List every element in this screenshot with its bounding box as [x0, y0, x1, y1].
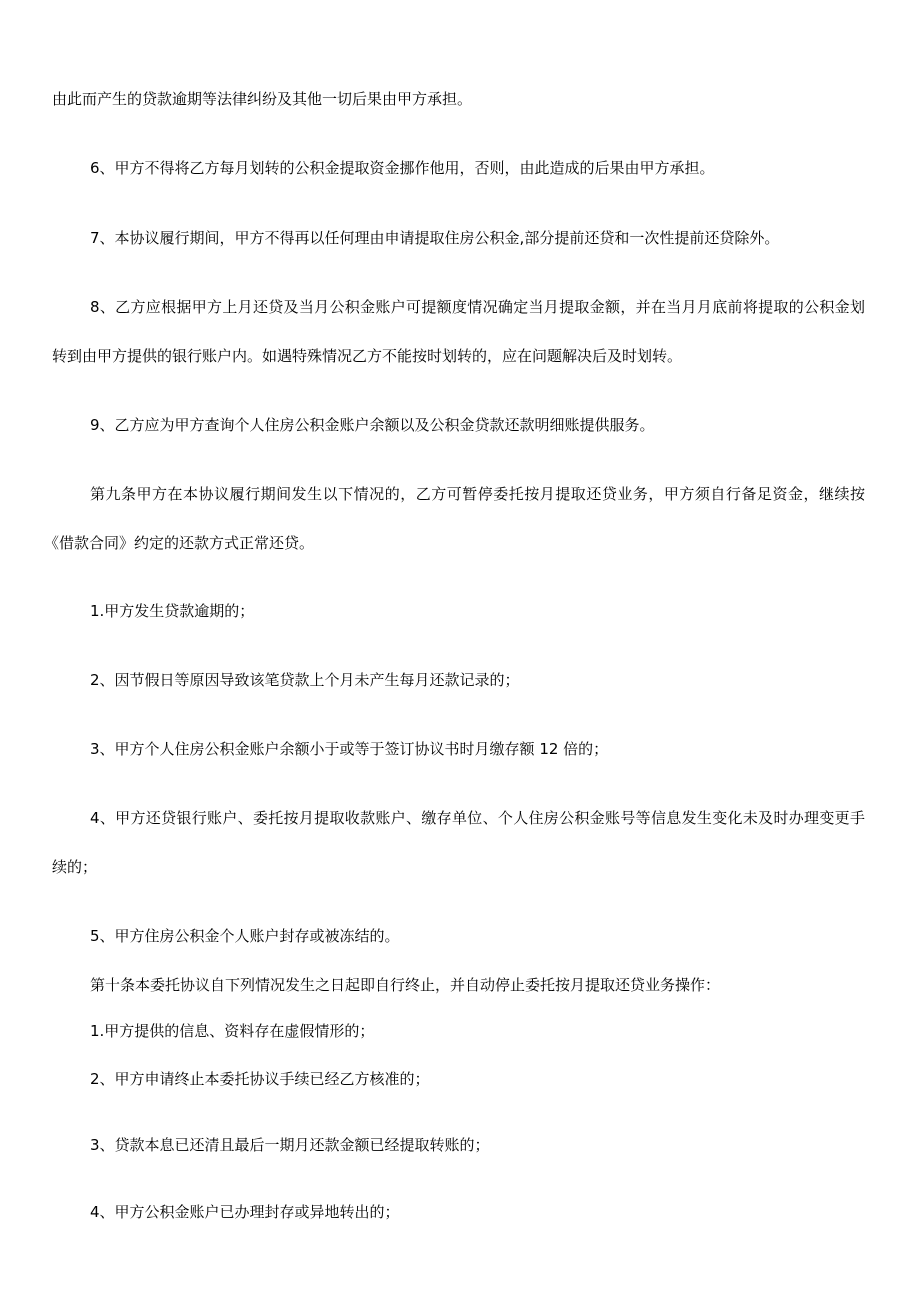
article-9-item-2: 2、因节假日等原因导致该笔贷款上个月未产生每月还款记录的； [90, 671, 520, 689]
article-9-item-4-line-2: 续的； [52, 858, 98, 876]
text-line-1: 由此而产生的贷款逾期等法律纠纷及其他一切后果由甲方承担。 [52, 90, 473, 108]
article-9-line-2: 《借款合同》约定的还款方式正常还贷。 [44, 534, 315, 552]
clause-8-line-1: 8、乙方应根据甲方上月还贷及当月公积金账户可提额度情况确定当月提取金额，并在当月月底前将提取的公积金划 [90, 298, 865, 316]
clause-9: 9、乙方应为甲方查询个人住房公积金账户余额以及公积金贷款还款明细账提供服务。 [90, 416, 655, 434]
clause-7: 7、本协议履行期间，甲方不得再以任何理由申请提取住房公积金,部分提前还贷和一次性提前还贷除外。 [90, 229, 780, 247]
clause-8-line-2: 转到由甲方提供的银行账户内。如遇特殊情况乙方不能按时划转的，应在问题解决后及时划转。 [52, 347, 683, 365]
article-10-heading: 第十条本委托协议自下列情况发生之日起即自行终止，并自动停止委托按月提取还贷业务操作： [90, 976, 721, 994]
article-9-item-4-line-1: 4、甲方还贷银行账户、委托按月提取收款账户、缴存单位、个人住房公积金账号等信息发生变化未及时办理变更手 [90, 809, 865, 827]
article-10-item-4: 4、甲方公积金账户已办理封存或异地转出的； [90, 1203, 400, 1221]
article-9-item-3: 3、甲方个人住房公积金账户余额小于或等于签订协议书时月缴存额 12 倍的； [90, 740, 609, 758]
article-10-item-2: 2、甲方申请终止本委托协议手续已经乙方核准的； [90, 1070, 430, 1088]
article-10-item-1: 1.甲方提供的信息、资料存在虚假情形的； [90, 1022, 375, 1040]
article-10-item-3: 3、贷款本息已还清且最后一期月还款金额已经提取转账的； [90, 1136, 490, 1154]
clause-6: 6、甲方不得将乙方每月划转的公积金提取资金挪作他用，否则，由此造成的后果由甲方承担。 [90, 159, 715, 177]
article-9-line-1: 第九条甲方在本协议履行期间发生以下情况的，乙方可暂停委托按月提取还贷业务，甲方须自行备足资金，继续按 [90, 485, 865, 503]
article-9-item-1: 1.甲方发生贷款逾期的； [90, 602, 255, 620]
article-9-item-5: 5、甲方住房公积金个人账户封存或被冻结的。 [90, 927, 400, 945]
